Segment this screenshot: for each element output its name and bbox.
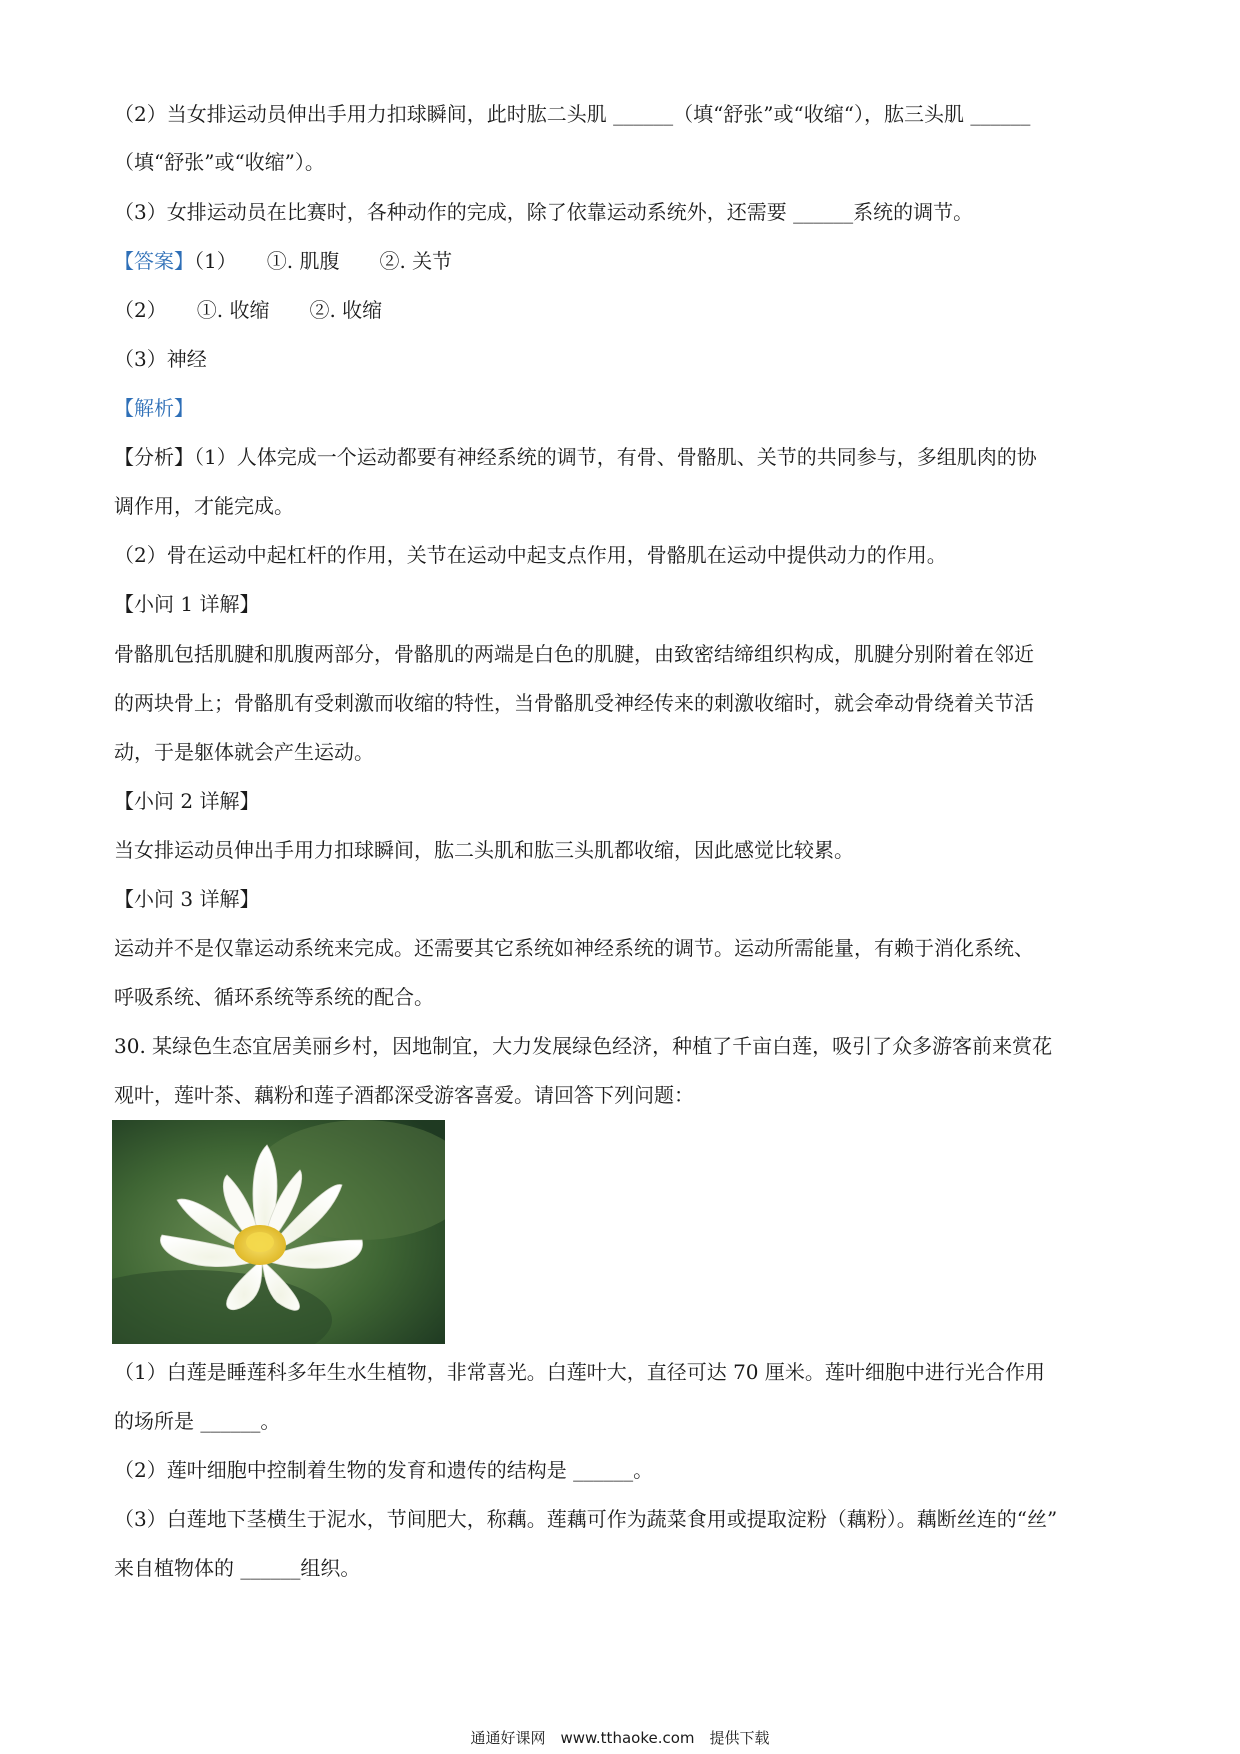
- sub2-title: 【小问 2 详解】: [114, 789, 260, 813]
- analysis-tag: 【解析】: [114, 396, 194, 420]
- q29-part3: （3）女排运动员在比赛时，各种动作的完成，除了依靠运动系统外，还需要 ______系统的调节。: [114, 200, 974, 224]
- sub3-title: 【小问 3 详解】: [114, 887, 260, 911]
- sub2-line1: 当女排运动员伸出手用力扣球瞬间，肱二头肌和肱三头肌都收缩，因此感觉比较累。: [114, 838, 854, 862]
- analysis-fenxi-part2: （2）骨在运动中起杠杆的作用，关节在运动中起支点作用，骨骼肌在运动中提供动力的作用。: [114, 543, 947, 567]
- answer-line-1: [114, 247, 452, 275]
- sub1-line2: 的两块骨上；骨骼肌有受刺激而收缩的特性，当骨骼肌受神经传来的刺激收缩时，就会牵动骨绕着关节活: [114, 691, 1034, 715]
- q29-part2-line1: （2）当女排运动员伸出手用力扣球瞬间，此时肱二头肌 ______（填“舒张”或“收缩“），肱三头肌 ______: [114, 102, 1031, 126]
- q30-part1-line1: （1）白莲是睡莲科多年生水生植物，非常喜光。白莲叶大，直径可达 70 厘米。莲叶细胞中进行光合作用: [114, 1360, 1045, 1384]
- white-lotus-photo: [112, 1120, 445, 1344]
- answer-part2: （2） ①. 收缩 ②. 收缩: [114, 298, 383, 322]
- q30-stem-line2: 观叶，莲叶茶、藕粉和莲子酒都深受游客喜爱。请回答下列问题：: [114, 1083, 694, 1107]
- q30-part2: （2）莲叶细胞中控制着生物的发育和遗传的结构是 ______。: [114, 1458, 654, 1482]
- sub3-line2: 呼吸系统、循环系统等系统的配合。: [114, 985, 434, 1009]
- footer-source: 通通好课网 www.tthaoke.com 提供下载: [470, 1729, 770, 1747]
- q30-stem-line1: 30. 某绿色生态宜居美丽乡村，因地制宜，大力发展绿色经济，种植了千亩白莲，吸引了众多游客前来赏花: [114, 1034, 1053, 1058]
- q30-part3-line1: （3）白莲地下茎横生于泥水，节间肥大，称藕。莲藕可作为蔬菜食用或提取淀粉（藕粉）。藕断丝连的“丝”: [114, 1507, 1058, 1531]
- answer-part3: （3）神经: [114, 347, 207, 371]
- analysis-fenxi-line2: 调作用，才能完成。: [114, 494, 294, 518]
- answer-part1: （1） ①. 肌腹 ②. 关节: [194, 249, 453, 273]
- sub1-line1: 骨骼肌包括肌腱和肌腹两部分，骨骼肌的两端是白色的肌腱，由致密结缔组织构成，肌腱分别附着在邻近: [114, 642, 1034, 666]
- answer-tag: 【答案】: [114, 249, 194, 273]
- sub1-line3: 动，于是躯体就会产生运动。: [114, 740, 374, 764]
- analysis-fenxi-line1: 【分析】（1）人体完成一个运动都要有神经系统的调节，有骨、骨骼肌、关节的共同参与，多组肌肉的协: [114, 445, 1037, 469]
- q30-part3-line2: 来自植物体的 ______组织。: [114, 1556, 361, 1580]
- q30-part1-line2: 的场所是 ______。: [114, 1409, 281, 1433]
- q29-part2-line2: （填“舒张”或“收缩”）。: [114, 150, 325, 174]
- sub3-line1: 运动并不是仅靠运动系统来完成。还需要其它系统如神经系统的调节。运动所需能量，有赖于消化系统、: [114, 936, 1034, 960]
- sub1-title: 【小问 1 详解】: [114, 592, 260, 616]
